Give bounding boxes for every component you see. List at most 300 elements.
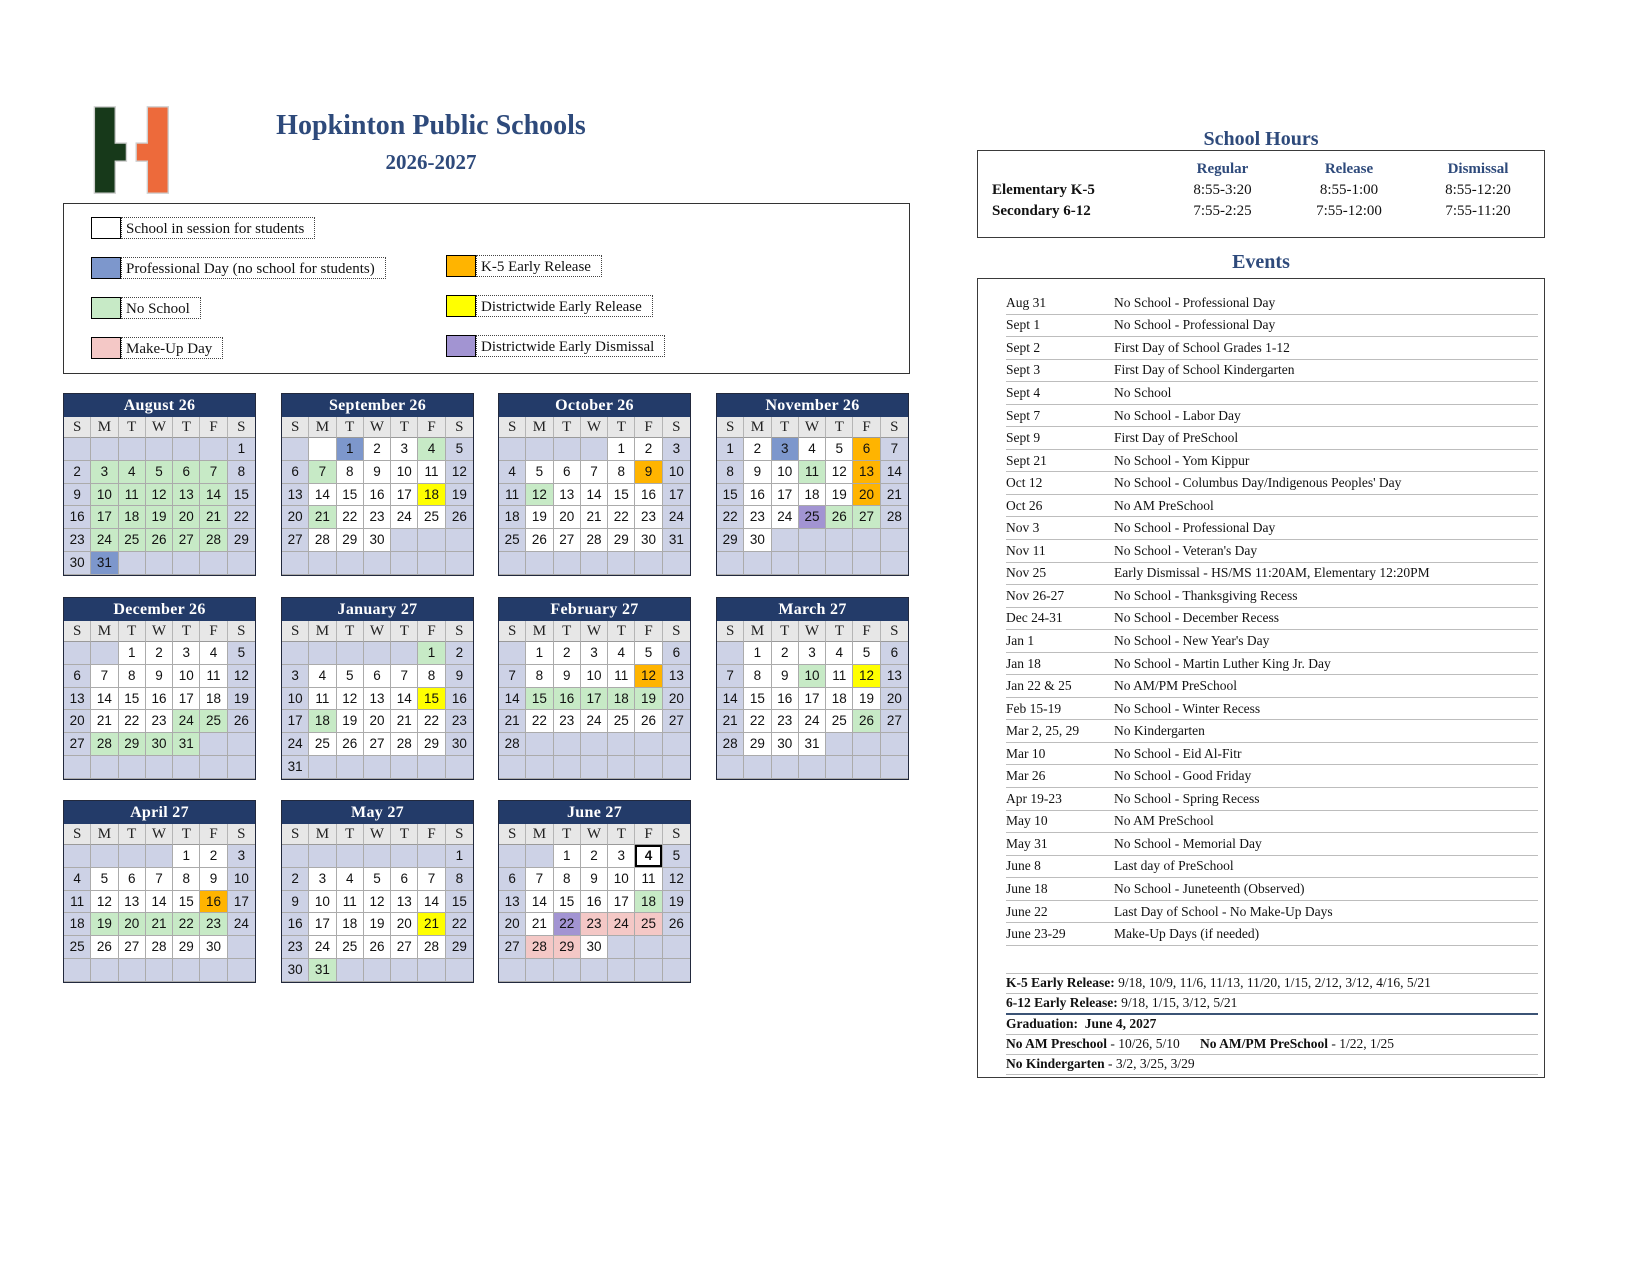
empty-day-cell [826, 552, 853, 575]
week-row [717, 665, 908, 688]
weekday-label: M [309, 621, 336, 642]
day-cell: 18 [309, 710, 336, 733]
empty-day-cell [446, 529, 473, 552]
week-row [499, 756, 690, 779]
day-cell: 22 [119, 710, 146, 733]
hours-value: 8:55-1:00 [1319, 182, 1379, 198]
empty-day-cell [282, 845, 309, 868]
week-row [282, 913, 473, 936]
day-cell: 19 [228, 688, 255, 711]
day-cell: 10 [91, 484, 118, 507]
empty-day-cell [526, 552, 553, 575]
day-cell: 11 [337, 891, 364, 914]
empty-day-cell [663, 552, 690, 575]
empty-day-cell [554, 756, 581, 779]
weekday-label: M [744, 417, 771, 438]
day-cell: 14 [200, 484, 227, 507]
weekday-label: T [772, 621, 799, 642]
event-description: No School - Martin Luther King Jr. Day [1114, 655, 1331, 671]
week-row [64, 506, 255, 529]
day-cell: 27 [554, 529, 581, 552]
empty-day-cell [364, 642, 391, 665]
note-segment: 9/18, 10/9, 11/6, 11/13, 11/20, 1/15, 2/12, 3/12, 4/16, 5/21 [1114, 974, 1431, 990]
day-cell: 25 [499, 529, 526, 552]
day-cell: 17 [173, 688, 200, 711]
day-cell: 12 [635, 665, 662, 688]
week-row [64, 552, 255, 575]
day-cell: 11 [119, 484, 146, 507]
note-segment: - 3/2, 3/25, 3/29 [1104, 1055, 1195, 1071]
day-cell: 28 [91, 733, 118, 756]
event-row [1006, 292, 1538, 315]
day-cell: 18 [826, 688, 853, 711]
day-cell: 31 [663, 529, 690, 552]
day-cell: 13 [881, 665, 908, 688]
empty-day-cell [635, 756, 662, 779]
week-row [717, 438, 908, 461]
day-cell: 10 [608, 868, 635, 891]
event-row [1006, 472, 1538, 495]
weekday-label: T [554, 824, 581, 845]
day-cell: 7 [717, 665, 744, 688]
event-row [1006, 653, 1538, 676]
event-description: No School - Winter Recess [1114, 700, 1261, 716]
empty-day-cell [282, 438, 309, 461]
day-cell: 2 [364, 438, 391, 461]
weekday-label: W [799, 621, 826, 642]
day-cell: 6 [119, 868, 146, 891]
weekday-header-row [717, 621, 908, 642]
event-date: Jan 22 & 25 [1006, 678, 1072, 694]
school-hours-box [977, 150, 1545, 238]
legend-color-swatch [91, 297, 121, 319]
day-cell: 7 [881, 438, 908, 461]
legend-item-label: Districtwide Early Dismissal [476, 335, 665, 357]
day-cell: 9 [282, 891, 309, 914]
day-cell: 20 [554, 506, 581, 529]
event-row [1006, 675, 1538, 698]
empty-day-cell [391, 642, 418, 665]
day-cell: 23 [581, 913, 608, 936]
day-cell: 8 [554, 868, 581, 891]
day-cell: 22 [554, 913, 581, 936]
day-cell: 9 [635, 461, 662, 484]
day-cell: 30 [200, 936, 227, 959]
weekday-label: F [853, 621, 880, 642]
day-cell: 21 [717, 710, 744, 733]
event-date: Nov 3 [1006, 520, 1040, 536]
weekday-header-row [282, 621, 473, 642]
note-segment: Graduation: June 4, 2027 [1006, 1015, 1157, 1031]
week-row [282, 936, 473, 959]
empty-day-cell [554, 552, 581, 575]
day-cell: 28 [309, 529, 336, 552]
weekday-label: M [309, 417, 336, 438]
empty-day-cell [119, 438, 146, 461]
month-title: February 27 [499, 598, 690, 621]
weekday-header-row [499, 417, 690, 438]
event-date: Dec 24-31 [1006, 610, 1063, 626]
day-cell: 24 [608, 913, 635, 936]
day-cell: 4 [799, 438, 826, 461]
week-row [64, 484, 255, 507]
month-title: December 26 [64, 598, 255, 621]
hours-column-header: Dismissal [1447, 161, 1509, 177]
day-cell: 10 [663, 461, 690, 484]
event-row [1006, 405, 1538, 428]
week-row [64, 529, 255, 552]
day-cell: 2 [282, 868, 309, 891]
hours-column-header: Release [1324, 161, 1374, 177]
day-cell: 12 [663, 868, 690, 891]
week-row [64, 733, 255, 756]
day-cell: 21 [146, 913, 173, 936]
empty-day-cell [526, 438, 553, 461]
empty-day-cell [826, 529, 853, 552]
month-title: September 26 [282, 394, 473, 417]
day-cell: 5 [91, 868, 118, 891]
note-segment: No AM Preschool [1006, 1035, 1107, 1051]
empty-day-cell [826, 733, 853, 756]
week-row [64, 868, 255, 891]
event-description: First Day of School Kindergarten [1114, 362, 1295, 378]
empty-day-cell [64, 642, 91, 665]
event-date: Feb 15-19 [1006, 700, 1062, 716]
week-row [499, 733, 690, 756]
day-cell: 9 [146, 665, 173, 688]
day-cell: 5 [446, 438, 473, 461]
day-cell: 2 [635, 438, 662, 461]
event-description: No AM PreSchool [1114, 813, 1214, 829]
day-cell: 1 [608, 438, 635, 461]
empty-day-cell [663, 733, 690, 756]
day-cell: 16 [635, 484, 662, 507]
legend-box [63, 203, 910, 374]
legend-color-swatch [91, 257, 121, 279]
event-date: Sept 9 [1006, 430, 1041, 446]
day-cell: 21 [418, 913, 445, 936]
weekday-label: S [881, 417, 908, 438]
day-cell: 4 [309, 665, 336, 688]
day-cell: 25 [635, 913, 662, 936]
week-row [717, 733, 908, 756]
empty-day-cell [881, 529, 908, 552]
event-description: No AM PreSchool [1114, 497, 1214, 513]
day-cell: 12 [526, 484, 553, 507]
empty-day-cell [91, 845, 118, 868]
weekday-label: W [799, 417, 826, 438]
day-cell: 22 [337, 506, 364, 529]
week-row [282, 461, 473, 484]
empty-day-cell [91, 756, 118, 779]
day-cell: 19 [526, 506, 553, 529]
event-row [1006, 540, 1538, 563]
legend-item [91, 217, 386, 241]
legend-color-swatch [91, 337, 121, 359]
day-cell: 24 [282, 733, 309, 756]
day-cell: 14 [881, 461, 908, 484]
school-hours-table [978, 151, 1544, 222]
day-cell: 15 [744, 688, 771, 711]
day-cell: 14 [146, 891, 173, 914]
weekday-label: W [364, 417, 391, 438]
day-cell: 30 [282, 959, 309, 982]
empty-day-cell [64, 438, 91, 461]
weekday-label: T [826, 417, 853, 438]
empty-day-cell [499, 552, 526, 575]
month-september [281, 393, 474, 576]
day-cell: 20 [853, 484, 880, 507]
legend-item [91, 337, 386, 361]
weekday-label: M [91, 621, 118, 642]
day-cell: 30 [364, 529, 391, 552]
month-march [716, 597, 909, 780]
empty-day-cell [826, 756, 853, 779]
day-cell: 28 [717, 733, 744, 756]
day-cell: 10 [228, 868, 255, 891]
empty-day-cell [663, 959, 690, 982]
day-cell: 11 [200, 665, 227, 688]
day-cell: 9 [772, 665, 799, 688]
day-cell: 13 [64, 688, 91, 711]
day-cell: 23 [64, 529, 91, 552]
empty-day-cell [799, 756, 826, 779]
day-cell: 9 [200, 868, 227, 891]
weekday-label: T [554, 417, 581, 438]
note-segment: - 1/22, 1/25 [1327, 1035, 1394, 1051]
weekday-label: S [663, 621, 690, 642]
day-cell: 12 [853, 665, 880, 688]
week-row [64, 845, 255, 868]
day-cell: 11 [608, 665, 635, 688]
day-cell: 12 [91, 891, 118, 914]
empty-day-cell [337, 756, 364, 779]
empty-day-cell [853, 552, 880, 575]
day-cell: 20 [64, 710, 91, 733]
day-cell: 24 [581, 710, 608, 733]
day-cell: 25 [337, 936, 364, 959]
day-cell: 4 [635, 845, 662, 868]
legend-item-label: K-5 Early Release [476, 255, 602, 277]
weekday-label: T [554, 621, 581, 642]
day-cell: 27 [173, 529, 200, 552]
day-cell: 6 [391, 868, 418, 891]
day-cell: 20 [364, 710, 391, 733]
day-cell: 15 [717, 484, 744, 507]
weekday-label: T [173, 417, 200, 438]
day-cell: 13 [173, 484, 200, 507]
week-row [64, 665, 255, 688]
weekday-label: M [91, 824, 118, 845]
day-cell: 23 [364, 506, 391, 529]
day-cell: 1 [337, 438, 364, 461]
day-cell: 8 [717, 461, 744, 484]
event-date: June 18 [1006, 880, 1048, 896]
event-description: No School - Eid Al-Fitr [1114, 745, 1242, 761]
empty-day-cell [146, 959, 173, 982]
empty-day-cell [526, 845, 553, 868]
hours-column-header: Regular [1196, 161, 1249, 177]
day-cell: 30 [581, 936, 608, 959]
day-cell: 16 [282, 913, 309, 936]
day-cell: 5 [663, 845, 690, 868]
weekday-label: T [391, 417, 418, 438]
day-cell: 17 [91, 506, 118, 529]
empty-day-cell [499, 959, 526, 982]
day-cell: 18 [608, 688, 635, 711]
event-row [1006, 856, 1538, 879]
event-description: No School - Good Friday [1114, 768, 1252, 784]
day-cell: 17 [799, 688, 826, 711]
empty-day-cell [635, 959, 662, 982]
event-row [1006, 382, 1538, 405]
week-row [499, 484, 690, 507]
weekday-label: S [499, 824, 526, 845]
month-january [281, 597, 474, 780]
day-cell: 26 [364, 936, 391, 959]
note-segment: No Kindergarten [1006, 1055, 1105, 1071]
empty-day-cell [64, 756, 91, 779]
empty-day-cell [200, 733, 227, 756]
day-cell: 29 [717, 529, 744, 552]
week-row [282, 891, 473, 914]
note-row [1006, 994, 1538, 1015]
day-cell: 14 [581, 484, 608, 507]
day-cell: 26 [91, 936, 118, 959]
day-cell: 29 [173, 936, 200, 959]
weekday-label: F [200, 621, 227, 642]
day-cell: 17 [608, 891, 635, 914]
day-cell: 9 [446, 665, 473, 688]
empty-day-cell [635, 552, 662, 575]
day-cell: 22 [418, 710, 445, 733]
note-row [1006, 1035, 1538, 1055]
empty-day-cell [418, 529, 445, 552]
day-cell: 7 [526, 868, 553, 891]
day-cell: 5 [228, 642, 255, 665]
day-cell: 4 [826, 642, 853, 665]
note-segment: 6-12 Early Release: [1006, 994, 1118, 1010]
day-cell: 1 [418, 642, 445, 665]
weekday-label: S [228, 621, 255, 642]
empty-day-cell [853, 756, 880, 779]
day-cell: 3 [309, 868, 336, 891]
day-cell: 18 [418, 484, 445, 507]
weekday-label: S [64, 824, 91, 845]
weekday-label: S [446, 621, 473, 642]
legend-column-right [446, 255, 665, 359]
day-cell: 3 [772, 438, 799, 461]
day-cell: 6 [64, 665, 91, 688]
event-date: June 8 [1006, 858, 1041, 874]
day-cell: 14 [526, 891, 553, 914]
weekday-label: T [391, 621, 418, 642]
weekday-label: F [635, 621, 662, 642]
day-cell: 28 [200, 529, 227, 552]
week-row [282, 688, 473, 711]
event-description: No School - New Year's Day [1114, 632, 1270, 648]
empty-day-cell [499, 845, 526, 868]
day-cell: 21 [200, 506, 227, 529]
day-cell: 28 [418, 936, 445, 959]
month-title: January 27 [282, 598, 473, 621]
day-cell: 19 [337, 710, 364, 733]
day-cell: 2 [64, 461, 91, 484]
week-row [499, 665, 690, 688]
event-date: Oct 26 [1006, 497, 1043, 513]
empty-day-cell [526, 733, 553, 756]
event-description: First Day of PreSchool [1114, 430, 1239, 446]
weekday-label: S [717, 417, 744, 438]
day-cell: 27 [499, 936, 526, 959]
day-cell: 13 [364, 688, 391, 711]
week-row [717, 756, 908, 779]
day-cell: 4 [200, 642, 227, 665]
day-cell: 7 [391, 665, 418, 688]
empty-day-cell [337, 845, 364, 868]
hours-value: 8:55-3:20 [1193, 182, 1252, 198]
week-row [282, 438, 473, 461]
empty-day-cell [91, 642, 118, 665]
day-cell: 27 [881, 710, 908, 733]
day-cell: 6 [554, 461, 581, 484]
legend-item [446, 295, 665, 319]
day-cell: 29 [608, 529, 635, 552]
empty-day-cell [853, 733, 880, 756]
empty-day-cell [526, 756, 553, 779]
events-title: Events [1232, 251, 1290, 273]
day-cell: 19 [364, 913, 391, 936]
event-description: No School - Spring Recess [1114, 790, 1260, 806]
empty-day-cell [119, 552, 146, 575]
day-cell: 14 [717, 688, 744, 711]
day-cell: 16 [146, 688, 173, 711]
weekday-label: M [744, 621, 771, 642]
legend-item [91, 297, 386, 321]
day-cell: 30 [635, 529, 662, 552]
week-row [717, 506, 908, 529]
event-description: No School - Professional Day [1114, 520, 1276, 536]
event-description: No School - Juneteenth (Observed) [1114, 880, 1305, 896]
note-segment: 9/18, 1/15, 3/12, 5/21 [1117, 994, 1238, 1010]
day-cell: 24 [309, 936, 336, 959]
day-cell: 10 [581, 665, 608, 688]
day-cell: 22 [717, 506, 744, 529]
empty-day-cell [581, 756, 608, 779]
day-cell: 31 [91, 552, 118, 575]
event-description: No School - Labor Day [1114, 407, 1241, 423]
event-description: No AM/PM PreSchool [1114, 678, 1238, 694]
event-row [1006, 427, 1538, 450]
empty-day-cell [418, 845, 445, 868]
empty-day-cell [608, 936, 635, 959]
day-cell: 22 [446, 913, 473, 936]
day-cell: 21 [91, 710, 118, 733]
week-row [64, 913, 255, 936]
week-row [282, 529, 473, 552]
event-description: Make-Up Days (if needed) [1114, 926, 1260, 942]
empty-day-cell [418, 959, 445, 982]
empty-day-cell [881, 552, 908, 575]
day-cell: 10 [799, 665, 826, 688]
weekday-label: M [526, 621, 553, 642]
day-cell: 13 [554, 484, 581, 507]
weekday-label: F [635, 417, 662, 438]
day-cell: 11 [418, 461, 445, 484]
legend-item-label: Professional Day (no school for students) [121, 257, 386, 279]
weekday-label: F [418, 824, 445, 845]
day-cell: 2 [581, 845, 608, 868]
